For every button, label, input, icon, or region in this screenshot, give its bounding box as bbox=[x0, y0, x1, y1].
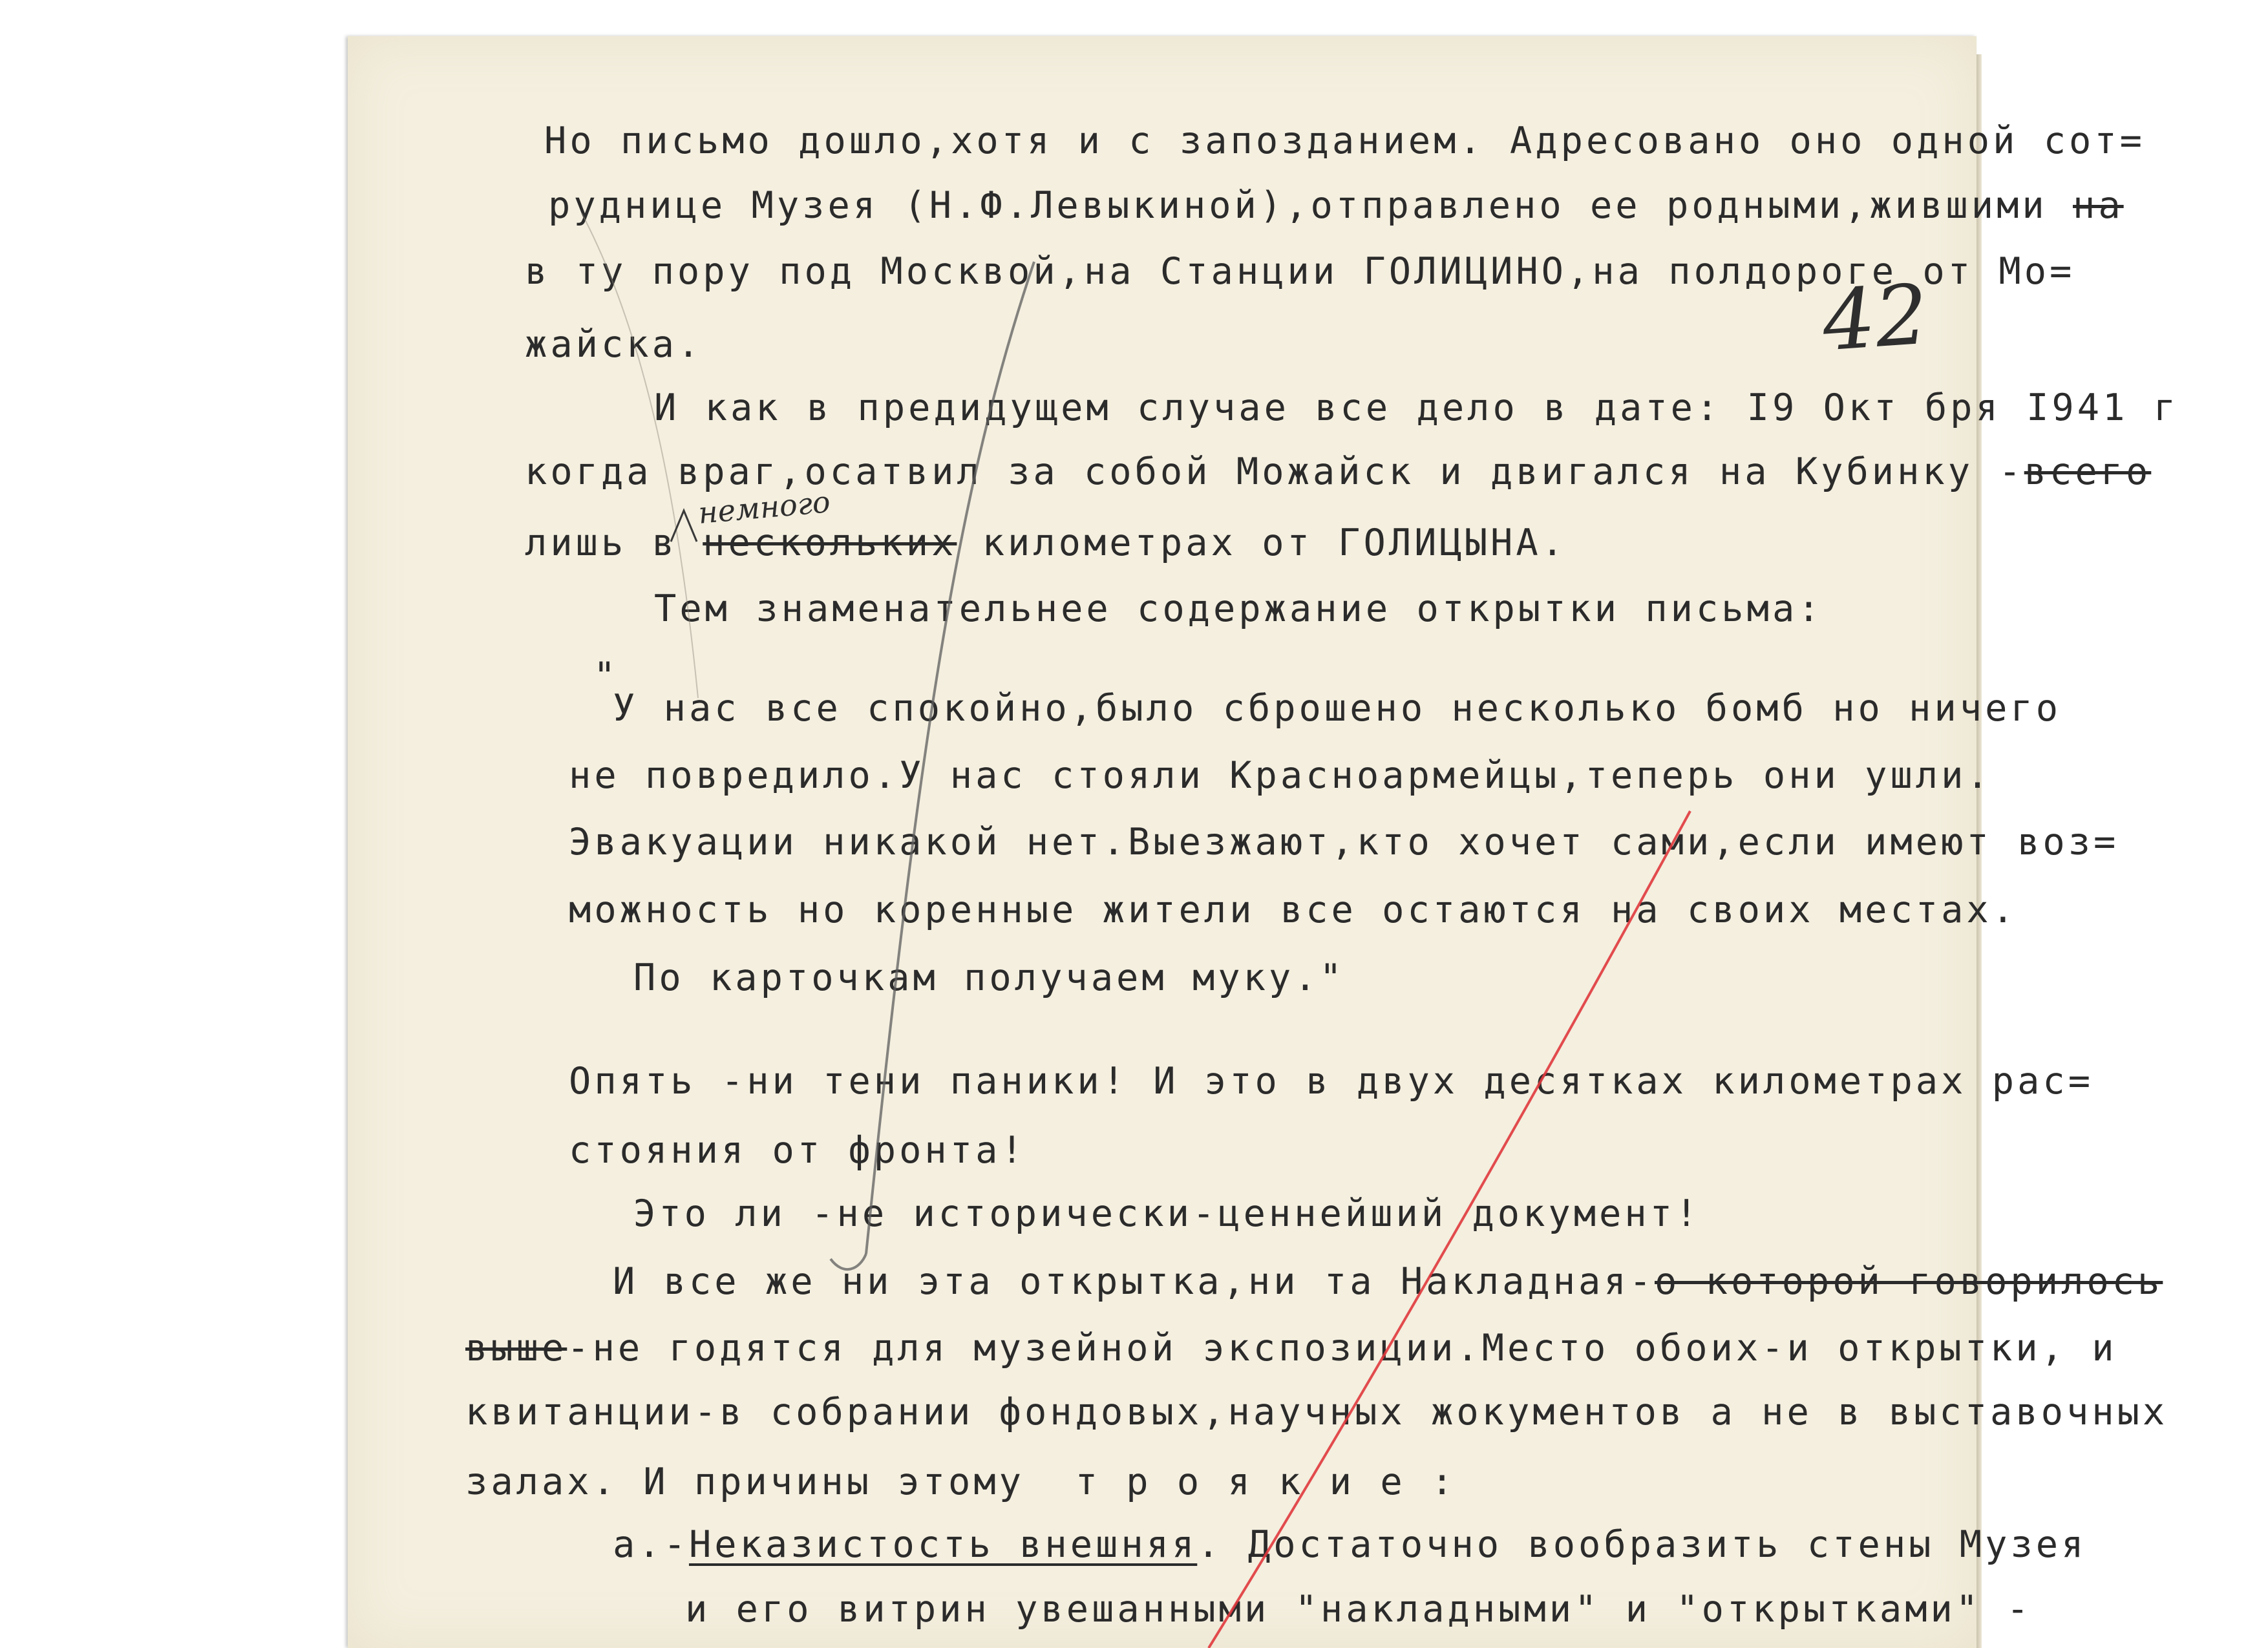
text-line-7-b: километрах от ГОЛИЦЫНА. bbox=[957, 522, 1567, 564]
text-line-21: залах. И причины этому т р о я к и е : bbox=[465, 1461, 1457, 1503]
text-line-13: можность но коренные жители все остаются на своих местах. bbox=[569, 889, 2018, 931]
text-line-5: И как в предидущем случае все дело в дате: I9 Окт бря I941 г bbox=[654, 386, 2179, 429]
text-line-8: Тем знаменательнее содержание открытки письма: bbox=[654, 587, 1823, 630]
struck-word-neskolkih: нескольких bbox=[703, 522, 957, 564]
text-line-11: не повредило.У нас стояли Красноармейцы,теперь они ушли. bbox=[569, 754, 1992, 797]
struck-word-vyshe: выше bbox=[465, 1327, 567, 1369]
text-line-1: Но письмо дошло,хотя и с запозданием. Адресовано оно одной сот= bbox=[544, 120, 2145, 162]
text-line-3: в ту пору под Москвой,на Станции ГОЛИЦИНО,на полдороге от Мо= bbox=[525, 250, 2075, 293]
handwritten-insert: немного bbox=[697, 484, 832, 531]
text-line-14: По карточкам получаем муку." bbox=[633, 956, 1345, 999]
text-line-4: жайска. bbox=[525, 323, 703, 366]
struck-word-vsego: всего bbox=[2024, 450, 2152, 493]
pencil-line bbox=[866, 262, 1034, 1254]
text-line-17: Это ли -не исторически-ценнейший документ! bbox=[633, 1192, 1701, 1235]
struck-phrase: о которой говорилось bbox=[1655, 1260, 2163, 1303]
text-line-23: и его витрин увешанными "накладными" и "открытками" - bbox=[685, 1588, 2032, 1631]
paper-crease bbox=[582, 213, 698, 698]
text-line-10: У нас все спокойно,было сброшено несколько бомб но ничего bbox=[613, 687, 2062, 730]
insertion-caret bbox=[671, 511, 697, 542]
pencil-hook bbox=[831, 1254, 866, 1269]
text-line-2-main: руднице Музея (Н.Ф.Левыкиной),отправлено ее родными,жившими bbox=[548, 184, 2073, 227]
page-number: 42 bbox=[1819, 266, 1931, 370]
text-line-7-a: лишь в bbox=[525, 522, 703, 564]
text-line-16: стояния от фронта! bbox=[569, 1129, 1026, 1172]
underlined-heading: Неказистость внешняя bbox=[688, 1523, 1198, 1566]
text-line-6-main: когда враг,осатвил за собой Можайск и двигался на Кубинку - bbox=[525, 450, 2024, 493]
red-pencil-line bbox=[1209, 811, 1690, 1648]
text-line-22-a: а.- bbox=[613, 1523, 689, 1566]
text-line-12: Эвакуации никакой нет.Выезжают,кто хочет сами,если имеют воз= bbox=[569, 821, 2119, 863]
text-line-22-b: . Достаточно вообразить стены Музея bbox=[1197, 1523, 2087, 1566]
struck-word-na: на bbox=[2073, 184, 2124, 227]
opening-quote: " bbox=[593, 655, 619, 697]
text-line-20: квитанции-в собрании фондовых,научных жокументов а не в выставочных bbox=[465, 1391, 2168, 1433]
text-line-18-a: И все же ни эта открытка,ни та Накладная- bbox=[613, 1260, 1655, 1303]
text-line-19-b: -не годятся для музейной экспозиции.Место обоих-и открытки, и bbox=[567, 1327, 2117, 1369]
text-line-15: Опять -ни тени паники! И это в двух десятках километрах рас= bbox=[569, 1060, 2094, 1103]
